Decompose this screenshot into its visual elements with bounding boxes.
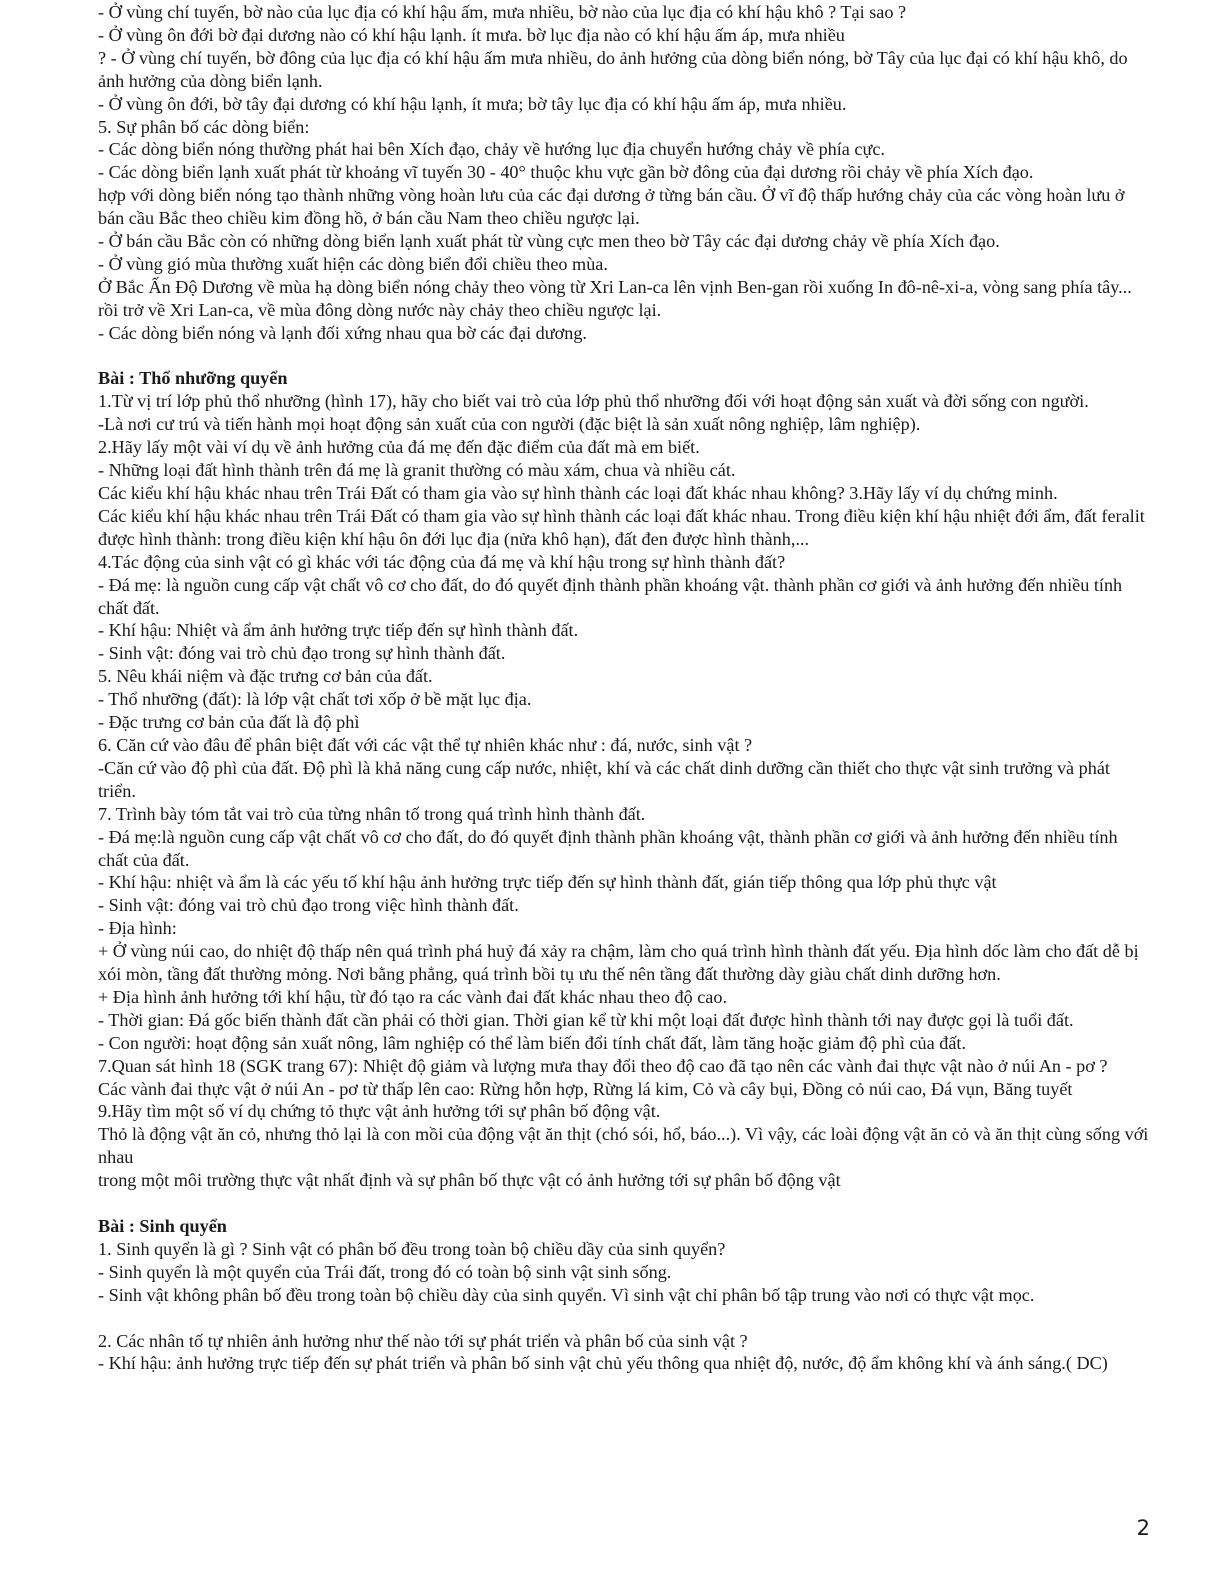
text-line: - Khí hậu: Nhiệt và ẩm ảnh hưởng trực tiếp đến sự hình thành đất. [98, 620, 579, 641]
text-line: - Các dòng biển nóng thường phát hai bên Xích đạo, chảy về hướng lục địa chuyển hướng chảy về phía cực. [98, 139, 885, 160]
text-line: - Ở vùng ôn đới bờ đại dương nào có khí hậu lạnh. ít mưa. bờ lục địa nào có khí hậu ấm áp, mưa nhiều [98, 24, 845, 45]
text-line: Các vành đai thực vật ở núi An - pơ từ thấp lên cao: Rừng hỗn hợp, Rừng lá kim, Cỏ và cây bụi, Đồng cỏ núi cao, Đá vụn, Băng tuyết [98, 1078, 1073, 1099]
text-line: - Ở vùng gió mùa thường xuất hiện các dòng biển đổi chiều theo mùa. [98, 253, 608, 274]
text-line: 7.Quan sát hình 18 (SGK trang 67): Nhiệt độ giảm và lượng mưa thay đổi theo độ cao đã tạo nên các vành đai thực vật nào ở núi An - pơ ? [98, 1055, 1108, 1076]
text-line: 7. Trình bày tóm tắt vai trò của từng nhân tố trong quá trình hình thành đất. [98, 803, 646, 824]
text-line: + Địa hình ảnh hưởng tới khí hậu, từ đó tạo ra các vành đai đất khác nhau theo độ cao. [98, 986, 728, 1007]
text-line: - Con người: hoạt động sản xuất nông, lâm nghiệp có thể làm biến đổi tính chất đất, làm tăng hoặc giảm độ phì của đất. [98, 1032, 967, 1053]
blank-line [98, 345, 1150, 368]
text-line: 9.Hãy tìm một số ví dụ chứng tỏ thực vật ảnh hưởng tới sự phân bố động vật. [98, 1101, 661, 1122]
text-line: hợp với dòng biển nóng tạo thành những vòng hoàn lưu của các đại dương ở từng bán cầu. Ở vĩ độ thấp hướng chảy của các vòng hoàn lưu ở bán cầu Bắc theo chiều kim đồng hồ, ở bán cầu Nam theo chiều ngược lại. [98, 185, 1125, 229]
text-line: - Địa hình: [98, 918, 177, 939]
text-line: Các kiểu khí hậu khác nhau trên Trái Đất có tham gia vào sự hình thành các loại đất khác nhau không? 3.Hãy lấy ví dụ chứng minh. [98, 483, 1058, 504]
text-line: Các kiểu khí hậu khác nhau trên Trái Đất có tham gia vào sự hình thành các loại đất khác nhau. Trong điều kiện khí hậu nhiệt đới ẩm, đất feralit được hình thành: trong điều kiện khí hậu ôn đới lục địa (nửa khô hạn), đất đen được hình thành,... [98, 505, 1145, 549]
text-line: - Thời gian: Đá gốc biến thành đất cần phải có thời gian. Thời gian kể từ khi một loại đất được hình thành tới nay được gọi là tuổi đất. [98, 1009, 1074, 1030]
page-number: 2 [1136, 1516, 1150, 1540]
text-line: - Những loại đất hình thành trên đá mẹ là granit thường có màu xám, chua và nhiều cát. [98, 460, 736, 481]
text-line: - Các dòng biển lạnh xuất phát từ khoảng vĩ tuyến 30 - 40° thuộc khu vực gần bờ đông của đại dương rồi chảy về phía Xích đạo. [98, 162, 1034, 183]
section-heading: Bài : Thổ nhưỡng quyển [98, 368, 288, 389]
text-line: 6. Căn cứ vào đâu để phân biệt đất với các vật thể tự nhiên khác như : đá, nước, sinh vật ? [98, 734, 753, 755]
blank-line [98, 1192, 1150, 1215]
text-line: - Các dòng biển nóng và lạnh đối xứng nhau qua bờ các đại dương. [98, 322, 587, 343]
text-line: 5. Sự phân bố các dòng biển: [98, 116, 310, 137]
text-line: - Sinh quyển là một quyển của Trái đất, trong đó có toàn bộ sinh vật sinh sống. [98, 1261, 672, 1282]
text-line: Ở Bắc Ấn Độ Dương về mùa hạ dòng biển nóng chảy theo vòng từ Xri Lan-ca lên vịnh Ben-gan rồi xuống In đô-nê-xi-a, vòng sang phía tây... rồi trở về Xri Lan-ca, về mùa đông dòng nước này chảy theo chiều ngược lại. [98, 276, 1132, 320]
text-line: - Sinh vật: đóng vai trò chủ đạo trong sự hình thành đất. [98, 643, 506, 664]
text-line: 4.Tác động của sinh vật có gì khác với tác động của đá mẹ và khí hậu trong sự hình thành đất? [98, 551, 786, 572]
text-line: - Sinh vật: đóng vai trò chủ đạo trong việc hình thành đất. [98, 895, 519, 916]
text-line: 2.Hãy lấy một vài ví dụ về ảnh hưởng của đá mẹ đến đặc điểm của đất mà em biết. [98, 437, 700, 458]
text-line: - Khí hậu: ảnh hưởng trực tiếp đến sự phát triển và phân bố sinh vật chủ yếu thông qua nhiệt độ, nước, độ ẩm không khí và ánh sáng.( DC) [98, 1353, 1108, 1374]
text-line: - Ở bán cầu Bắc còn có những dòng biển lạnh xuất phát từ vùng cực men theo bờ Tây các đại dương chảy về phía Xích đạo. [98, 231, 1000, 252]
text-line: ? - Ở vùng chí tuyến, bờ đông của lục địa có khí hậu ấm mưa nhiều, do ảnh hưởng của dòng biển nóng, bờ Tây của lục đại có khí hậu khô, do ảnh hưởng của dòng biển lạnh. [98, 47, 1128, 91]
text-line: - Sinh vật không phân bố đều trong toàn bộ chiều dày của sinh quyển. Vì sinh vật chỉ phân bố tập trung vào nơi có thực vật mọc. [98, 1284, 1035, 1305]
document-body [98, 1, 1150, 1375]
blank-line [98, 1307, 1150, 1330]
text-line: Thỏ là động vật ăn cỏ, nhưng thỏ lại là con mồi của động vật ăn thịt (chó sói, hổ, báo...). Vì vậy, các loài động vật ăn cỏ và ăn thịt cùng sống với nhau [98, 1124, 1149, 1168]
text-line: - Ở vùng ôn đới, bờ tây đại dương có khí hậu lạnh, ít mưa; bờ tây lục địa có khí hậu ấm áp, mưa nhiều. [98, 93, 847, 114]
text-line: - Đặc trưng cơ bản của đất là độ phì [98, 712, 360, 733]
text-line: - Thổ nhưỡng (đất): là lớp vật chất tơi xốp ở bề mặt lục địa. [98, 689, 532, 710]
text-line: trong một môi trường thực vật nhất định và sự phân bố thực vật có ảnh hưởng tới sự phân bố động vật [98, 1170, 841, 1191]
text-line: - Ở vùng chí tuyến, bờ nào của lục địa có khí hậu ấm, mưa nhiều, bờ nào của lục địa có khí hậu khô ? Tại sao ? [98, 2, 907, 22]
text-line: 1. Sinh quyển là gì ? Sinh vật có phân bố đều trong toàn bộ chiều dầy của sinh quyển? [98, 1238, 726, 1259]
text-line: - Đá mẹ: là nguồn cung cấp vật chất vô cơ cho đất, do đó quyết định thành phần khoáng vật. thành phần cơ giới và ảnh hưởng đến nhiều tính chất đất. [98, 574, 1123, 618]
text-line: -Là nơi cư trú và tiến hành mọi hoạt động sản xuất của con người (đặc biệt là sản xuất nông nghiệp, lâm nghiệp). [98, 414, 921, 435]
text-line: 2. Các nhân tố tự nhiên ảnh hưởng như thế nào tới sự phát triển và phân bố của sinh vật ? [98, 1330, 748, 1351]
text-line: + Ở vùng núi cao, do nhiệt độ thấp nên quá trình phá huỷ đá xảy ra chậm, làm cho quá trình hình thành đất yếu. Địa hình dốc làm cho đất dễ bị xói mòn, tầng đất thường mỏng. Nơi bằng phẳng, quá trình bồi tụ ưu thế nên tầng đất thường dày giàu chất dinh dưỡng hơn. [98, 941, 1139, 985]
text-line: - Khí hậu: nhiệt và ẩm là các yếu tố khí hậu ảnh hưởng trực tiếp đến sự hình thành đất, gián tiếp thông qua lớp phủ thực vật [98, 872, 997, 893]
section-heading: Bài : Sinh quyển [98, 1216, 227, 1236]
text-line: - Đá mẹ:là nguồn cung cấp vật chất vô cơ cho đất, do đó quyết định thành phần khoáng vật, thành phần cơ giới và ảnh hưởng đến nhiều tính chất của đất. [98, 826, 1118, 870]
text-line: 1.Từ vị trí lớp phủ thổ nhưỡng (hình 17), hãy cho biết vai trò của lớp phủ thổ nhưỡng đối với hoạt động sản xuất và đời sống con người. [98, 391, 1089, 412]
text-line: 5. Nêu khái niệm và đặc trưng cơ bản của đất. [98, 666, 433, 687]
text-line: -Căn cứ vào độ phì của đất. Độ phì là khả năng cung cấp nước, nhiệt, khí và các chất dinh dưỡng cần thiết cho thực vật sinh trưởng và phát triển. [98, 757, 1110, 801]
